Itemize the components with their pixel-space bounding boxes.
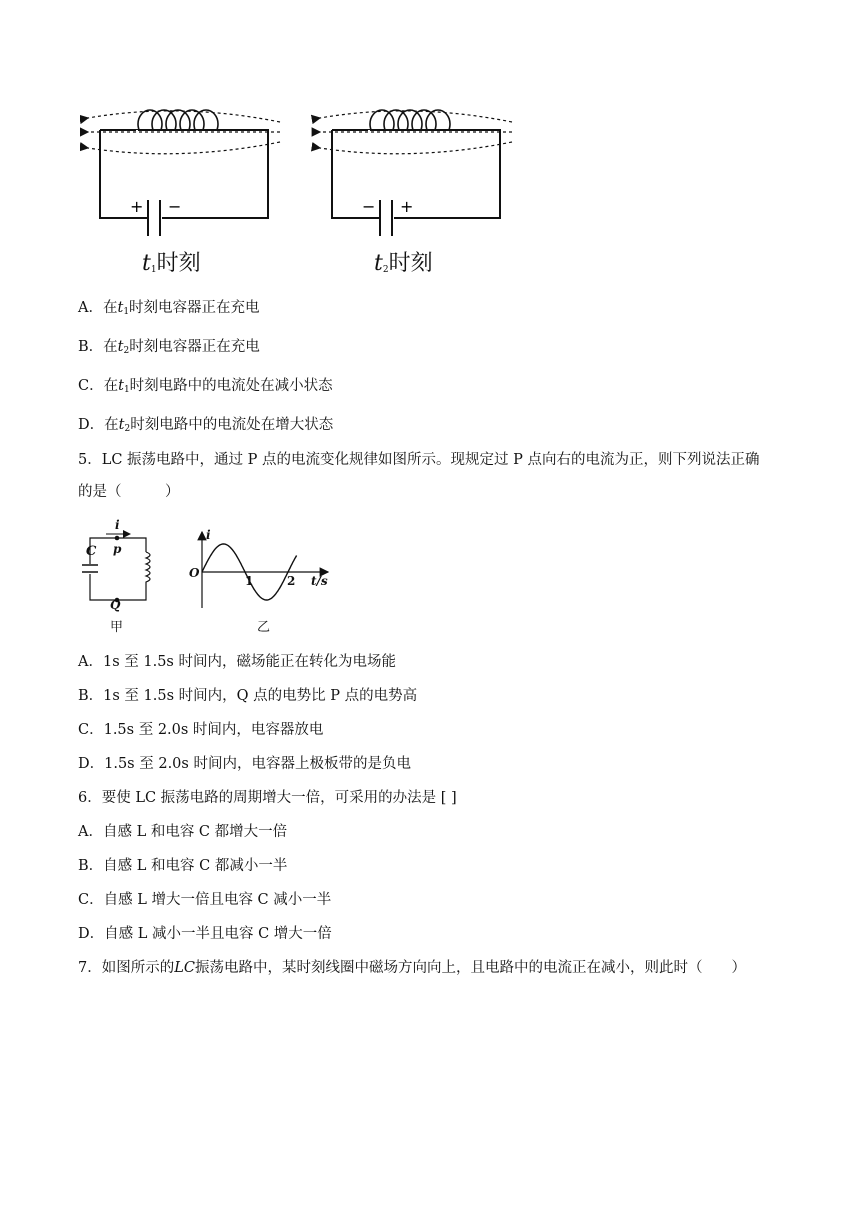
q5-option-a[interactable]: A．1s 至 1.5s 时间内，磁场能正在转化为电场能 — [78, 654, 396, 670]
fig-yi-caption: 乙 — [257, 620, 271, 635]
field-lines-icon — [88, 111, 280, 154]
field-lines-icon — [320, 111, 512, 154]
fig-jia-c-label: C — [86, 544, 97, 559]
fig-jia-caption: 甲 — [110, 620, 124, 635]
polarity-minus-left: − — [168, 197, 182, 216]
q5-stem-line2: 的是（ ） — [78, 484, 180, 500]
q6-option-b[interactable]: B．自感 L 和电容 C 都减小一半 — [78, 858, 288, 874]
fig-jia-i-label: i — [115, 518, 120, 532]
q4-option-a[interactable]: A．在$t_1$时刻电容器正在充电 — [78, 300, 260, 317]
q4-option-d[interactable]: D．在$t_2$时刻电路中的电流处在增大状态 — [78, 417, 334, 434]
q6-stem: 6．要使 LC 振荡电路的周期增大一倍，可采用的办法是 [ ] — [78, 790, 457, 806]
lc-circuit-jia-figure — [80, 518, 170, 634]
q5-stem-line1: 5．LC 振荡电路中，通过 P 点的电流变化规律如图所示。现规定过 P 点向右的电流为正，则下列说法正确 — [78, 452, 760, 468]
q7-stem: 7．如图所示的LC振荡电路中，某时刻线圈中磁场方向向上，且电路中的电流正在减小，则此时（ ） — [78, 960, 746, 976]
q5-option-c[interactable]: C．1.5s 至 2.0s 时间内，电容器放电 — [78, 722, 324, 738]
fig-yi-tick-1: 1 — [245, 574, 254, 588]
polarity-plus-left: + — [130, 197, 144, 216]
q6-option-c[interactable]: C．自感 L 增大一倍且电容 C 减小一半 — [78, 892, 332, 908]
fig-jia-p-label: p — [113, 542, 122, 556]
fig-jia-q-label: Q — [110, 598, 121, 612]
q4-option-b[interactable]: B．在$t_2$时刻电容器正在充电 — [78, 339, 260, 356]
fig-yi-tick-2: 2 — [287, 574, 296, 588]
q5-option-b[interactable]: B．1s 至 1.5s 时间内，Q 点的电势比 P 点的电势高 — [78, 688, 418, 704]
polarity-plus-right: + — [400, 197, 414, 216]
caption-t2: $t_2$时刻 — [374, 251, 433, 276]
q4-option-c[interactable]: C．在$t_1$时刻电路中的电流处在减小状态 — [78, 378, 333, 395]
circuit-t2 — [320, 110, 512, 236]
polarity-minus-right: − — [362, 197, 376, 216]
q5-option-d[interactable]: D．1.5s 至 2.0s 时间内，电容器上极板带的是负电 — [78, 756, 411, 772]
current-time-graph — [180, 526, 340, 616]
caption-t1: $t_1$时刻 — [142, 251, 201, 276]
circuit-t1 — [88, 110, 280, 236]
fig-yi-origin-label: O — [189, 566, 200, 580]
q6-option-a[interactable]: A．自感 L 和电容 C 都增大一倍 — [78, 824, 288, 840]
fig-yi-x-label: t/s — [311, 574, 328, 588]
fig-yi-i-label: i — [206, 528, 211, 542]
q6-option-d[interactable]: D．自感 L 减小一半且电容 C 增大一倍 — [78, 926, 332, 942]
